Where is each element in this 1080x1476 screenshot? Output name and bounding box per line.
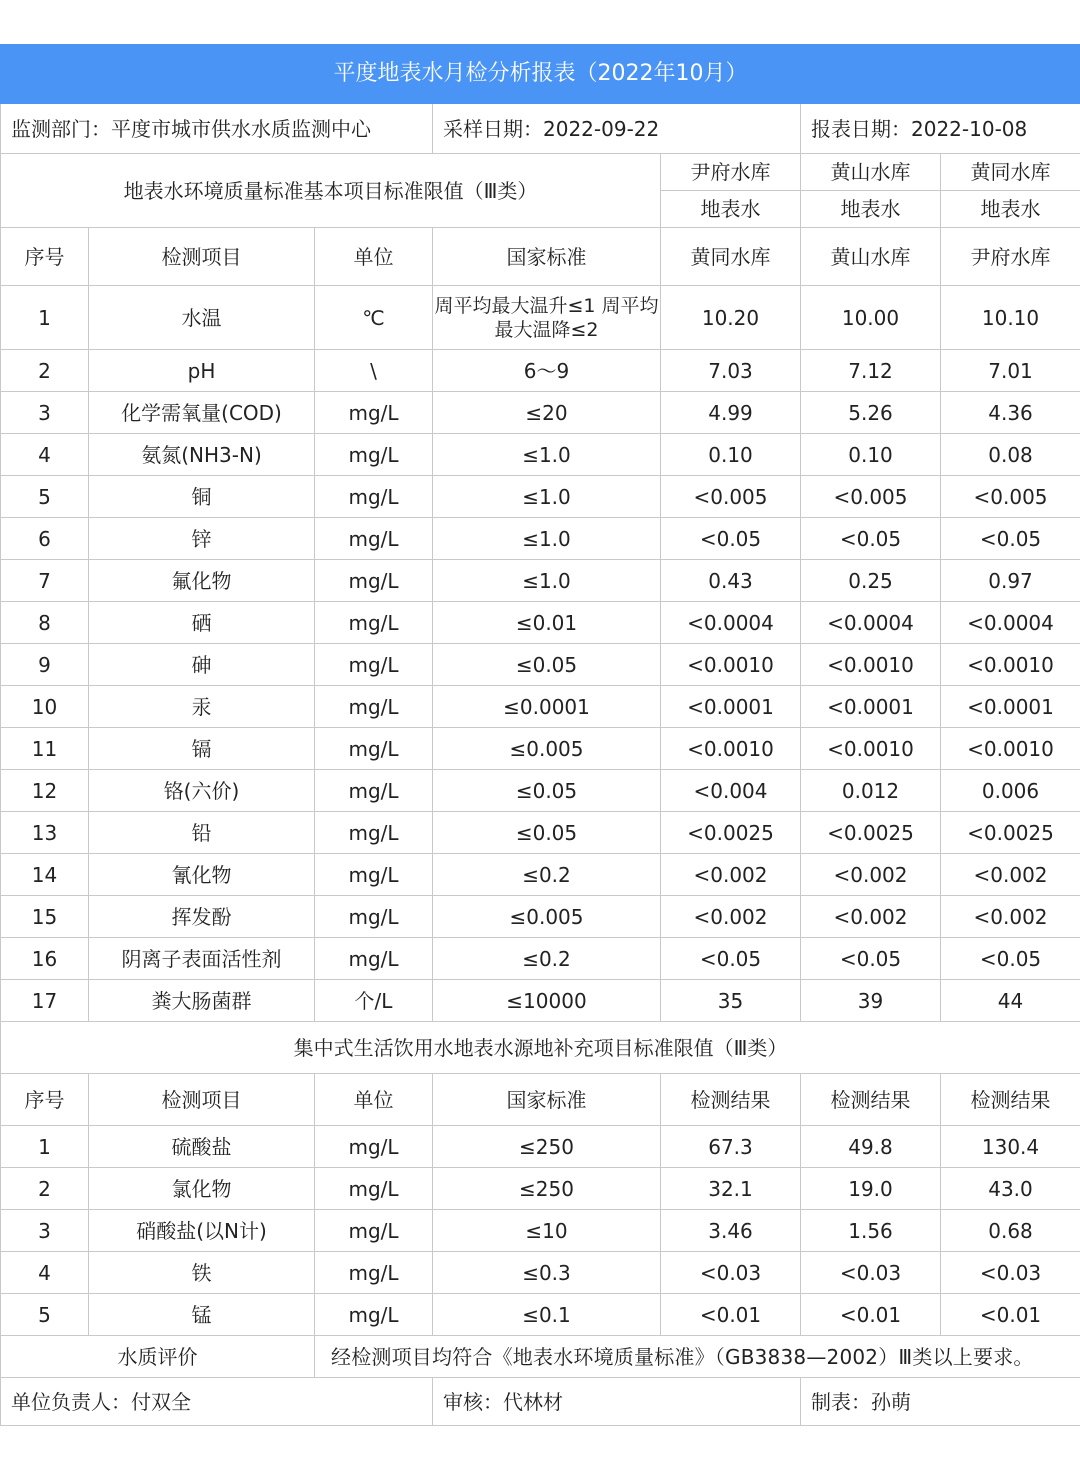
unit: mg/L: [315, 1294, 433, 1336]
header-cell: 黄同水库: [661, 228, 801, 286]
result-value: <0.0010: [941, 644, 1080, 686]
national-standard: ≤1.0: [433, 476, 661, 518]
unit: mg/L: [315, 728, 433, 770]
national-standard: ≤10: [433, 1210, 661, 1252]
result-value: <0.0010: [661, 728, 801, 770]
header-cell: 检测结果: [941, 1074, 1080, 1126]
water-type-3: 地表水: [941, 191, 1080, 228]
test-item: 粪大肠菌群: [89, 980, 315, 1022]
result-value: 10.00: [801, 286, 941, 350]
national-standard: ≤0.05: [433, 770, 661, 812]
test-item: 铁: [89, 1252, 315, 1294]
unit: mg/L: [315, 938, 433, 980]
unit: mg/L: [315, 686, 433, 728]
result-value: 43.0: [941, 1168, 1080, 1210]
prepared-by: 制表：孙萌: [801, 1378, 1080, 1426]
result-value: <0.0004: [661, 602, 801, 644]
row-number: 7: [1, 560, 89, 602]
unit: mg/L: [315, 1168, 433, 1210]
row-number: 9: [1, 644, 89, 686]
result-value: 19.0: [801, 1168, 941, 1210]
result-value: 44: [941, 980, 1080, 1022]
test-item: 水温: [89, 286, 315, 350]
result-value: 7.12: [801, 350, 941, 392]
header-cell: 序号: [1, 1074, 89, 1126]
test-item: 硝酸盐(以N计): [89, 1210, 315, 1252]
unit: mg/L: [315, 476, 433, 518]
test-item: 砷: [89, 644, 315, 686]
monitoring-dept: 监测部门：平度市城市供水水质监测中心: [1, 104, 433, 154]
row-number: 3: [1, 392, 89, 434]
result-value: 7.03: [661, 350, 801, 392]
unit: mg/L: [315, 1252, 433, 1294]
result-value: 5.26: [801, 392, 941, 434]
site-name-2: 黄山水库: [801, 154, 941, 191]
header-cell: 单位: [315, 1074, 433, 1126]
result-value: <0.0004: [941, 602, 1080, 644]
unit-responsible: 单位负责人：付双全: [1, 1378, 433, 1426]
row-number: 5: [1, 476, 89, 518]
table-row: [1, 980, 1080, 1022]
unit: mg/L: [315, 1126, 433, 1168]
national-standard: 周平均最大温升≤1 周平均最大温降≤2: [433, 286, 661, 350]
section2-header-row: [1, 1074, 1080, 1126]
unit: mg/L: [315, 896, 433, 938]
table-row: [1, 938, 1080, 980]
test-item: 氰化物: [89, 854, 315, 896]
table-row: [1, 1294, 1080, 1336]
header-cell: 序号: [1, 228, 89, 286]
table-row: [1, 1168, 1080, 1210]
result-value: 130.4: [941, 1126, 1080, 1168]
row-number: 11: [1, 728, 89, 770]
result-value: <0.002: [661, 896, 801, 938]
result-value: 35: [661, 980, 801, 1022]
national-standard: ≤0.005: [433, 896, 661, 938]
water-type-2: 地表水: [801, 191, 941, 228]
unit: mg/L: [315, 560, 433, 602]
unit: 个/L: [315, 980, 433, 1022]
row-number: 15: [1, 896, 89, 938]
test-item: 汞: [89, 686, 315, 728]
test-item: 硫酸盐: [89, 1126, 315, 1168]
result-value: 0.08: [941, 434, 1080, 476]
national-standard: 6～9: [433, 350, 661, 392]
result-value: 4.36: [941, 392, 1080, 434]
row-number: 6: [1, 518, 89, 560]
result-value: 4.99: [661, 392, 801, 434]
row-number: 10: [1, 686, 89, 728]
table-row: [1, 518, 1080, 560]
header-cell: 检测结果: [801, 1074, 941, 1126]
result-value: <0.05: [801, 518, 941, 560]
table-row: [1, 434, 1080, 476]
result-value: 7.01: [941, 350, 1080, 392]
test-item: 挥发酚: [89, 896, 315, 938]
test-item: 氨氮(NH3-N): [89, 434, 315, 476]
test-item: 铅: [89, 812, 315, 854]
result-value: 0.10: [801, 434, 941, 476]
result-value: 39: [801, 980, 941, 1022]
national-standard: ≤250: [433, 1126, 661, 1168]
result-value: <0.05: [941, 938, 1080, 980]
header-cell: 检测项目: [89, 1074, 315, 1126]
result-value: <0.002: [941, 854, 1080, 896]
water-quality-report-table: [0, 44, 1080, 1426]
result-value: <0.005: [801, 476, 941, 518]
result-value: <0.03: [661, 1252, 801, 1294]
table-row: [1, 350, 1080, 392]
result-value: 32.1: [661, 1168, 801, 1210]
result-value: <0.0010: [801, 644, 941, 686]
table-row: [1, 812, 1080, 854]
result-value: <0.002: [801, 896, 941, 938]
result-value: 0.68: [941, 1210, 1080, 1252]
row-number: 13: [1, 812, 89, 854]
result-value: <0.0004: [801, 602, 941, 644]
site-name-1: 尹府水库: [661, 154, 801, 191]
unit: mg/L: [315, 1210, 433, 1252]
test-item: 锌: [89, 518, 315, 560]
test-item: 氟化物: [89, 560, 315, 602]
header-cell: 国家标准: [433, 1074, 661, 1126]
table-row: [1, 1210, 1080, 1252]
table-row: [1, 770, 1080, 812]
evaluation-label: 水质评价: [1, 1336, 315, 1378]
unit: mg/L: [315, 644, 433, 686]
unit: mg/L: [315, 854, 433, 896]
test-item: 硒: [89, 602, 315, 644]
table-row: [1, 686, 1080, 728]
result-value: <0.01: [941, 1294, 1080, 1336]
row-number: 14: [1, 854, 89, 896]
test-item: 铬(六价): [89, 770, 315, 812]
table-row: [1, 854, 1080, 896]
result-value: <0.0025: [941, 812, 1080, 854]
row-number: 1: [1, 1126, 89, 1168]
result-value: 10.10: [941, 286, 1080, 350]
report-date: 报表日期：2022-10-08: [801, 104, 1080, 154]
result-value: <0.05: [661, 938, 801, 980]
test-item: 铜: [89, 476, 315, 518]
result-value: 0.25: [801, 560, 941, 602]
national-standard: ≤10000: [433, 980, 661, 1022]
section1-header-row: [1, 228, 1080, 286]
result-value: 0.43: [661, 560, 801, 602]
result-value: <0.0025: [661, 812, 801, 854]
national-standard: ≤1.0: [433, 560, 661, 602]
result-value: 0.10: [661, 434, 801, 476]
result-value: <0.05: [661, 518, 801, 560]
result-value: <0.0001: [661, 686, 801, 728]
evaluation-text: 经检测项目均符合《地表水环境质量标准》（GB3838—2002）Ⅲ类以上要求。: [315, 1336, 1080, 1378]
table-row: [1, 560, 1080, 602]
header-cell: 检测项目: [89, 228, 315, 286]
test-item: 氯化物: [89, 1168, 315, 1210]
header-cell: 检测结果: [661, 1074, 801, 1126]
result-value: <0.0010: [941, 728, 1080, 770]
unit: mg/L: [315, 434, 433, 476]
section2-caption: 集中式生活饮用水地表水源地补充项目标准限值（Ⅲ类）: [1, 1022, 1080, 1074]
test-item: 阴离子表面活性剂: [89, 938, 315, 980]
result-value: <0.0025: [801, 812, 941, 854]
header-cell: 国家标准: [433, 228, 661, 286]
result-value: <0.002: [801, 854, 941, 896]
result-value: <0.002: [941, 896, 1080, 938]
table-row: [1, 728, 1080, 770]
row-number: 3: [1, 1210, 89, 1252]
result-value: <0.03: [941, 1252, 1080, 1294]
national-standard: ≤0.3: [433, 1252, 661, 1294]
report-title: 平度地表水月检分析报表（2022年10月）: [1, 45, 1080, 104]
national-standard: ≤250: [433, 1168, 661, 1210]
table-row: [1, 392, 1080, 434]
table-row: [1, 1252, 1080, 1294]
result-value: <0.05: [941, 518, 1080, 560]
row-number: 17: [1, 980, 89, 1022]
national-standard: ≤0.05: [433, 812, 661, 854]
national-standard: ≤20: [433, 392, 661, 434]
national-standard: ≤0.2: [433, 854, 661, 896]
row-number: 5: [1, 1294, 89, 1336]
national-standard: ≤0.0001: [433, 686, 661, 728]
result-value: 49.8: [801, 1126, 941, 1168]
result-value: <0.05: [801, 938, 941, 980]
header-cell: 黄山水库: [801, 228, 941, 286]
result-value: <0.01: [661, 1294, 801, 1336]
reviewer: 审核：代林材: [433, 1378, 801, 1426]
site-name-3: 黄同水库: [941, 154, 1080, 191]
row-number: 16: [1, 938, 89, 980]
water-type-1: 地表水: [661, 191, 801, 228]
table-row: [1, 602, 1080, 644]
result-value: <0.005: [941, 476, 1080, 518]
table-row: [1, 476, 1080, 518]
result-value: <0.03: [801, 1252, 941, 1294]
unit: mg/L: [315, 392, 433, 434]
result-value: 67.3: [661, 1126, 801, 1168]
result-value: 1.56: [801, 1210, 941, 1252]
result-value: <0.01: [801, 1294, 941, 1336]
result-value: 0.006: [941, 770, 1080, 812]
row-number: 8: [1, 602, 89, 644]
unit: mg/L: [315, 518, 433, 560]
header-cell: 单位: [315, 228, 433, 286]
national-standard: ≤0.05: [433, 644, 661, 686]
test-item: 化学需氧量(COD): [89, 392, 315, 434]
national-standard: ≤0.2: [433, 938, 661, 980]
result-value: 0.97: [941, 560, 1080, 602]
row-number: 4: [1, 1252, 89, 1294]
unit: ℃: [315, 286, 433, 350]
unit: mg/L: [315, 770, 433, 812]
result-value: <0.0010: [801, 728, 941, 770]
result-value: <0.004: [661, 770, 801, 812]
result-value: <0.0001: [941, 686, 1080, 728]
result-value: 10.20: [661, 286, 801, 350]
national-standard: ≤0.1: [433, 1294, 661, 1336]
section1-caption: 地表水环境质量标准基本项目标准限值（Ⅲ类）: [1, 154, 661, 228]
table-row: [1, 286, 1080, 350]
national-standard: ≤0.01: [433, 602, 661, 644]
test-item: pH: [89, 350, 315, 392]
sample-date: 采样日期：2022-09-22: [433, 104, 801, 154]
header-cell: 尹府水库: [941, 228, 1080, 286]
unit: \: [315, 350, 433, 392]
result-value: 0.012: [801, 770, 941, 812]
table-row: [1, 1126, 1080, 1168]
result-value: <0.002: [661, 854, 801, 896]
row-number: 12: [1, 770, 89, 812]
table-row: [1, 644, 1080, 686]
row-number: 2: [1, 1168, 89, 1210]
national-standard: ≤1.0: [433, 434, 661, 476]
national-standard: ≤1.0: [433, 518, 661, 560]
unit: mg/L: [315, 602, 433, 644]
result-value: <0.0010: [661, 644, 801, 686]
result-value: <0.0001: [801, 686, 941, 728]
row-number: 4: [1, 434, 89, 476]
row-number: 2: [1, 350, 89, 392]
result-value: <0.005: [661, 476, 801, 518]
row-number: 1: [1, 286, 89, 350]
test-item: 锰: [89, 1294, 315, 1336]
table-row: [1, 896, 1080, 938]
unit: mg/L: [315, 812, 433, 854]
test-item: 镉: [89, 728, 315, 770]
national-standard: ≤0.005: [433, 728, 661, 770]
result-value: 3.46: [661, 1210, 801, 1252]
